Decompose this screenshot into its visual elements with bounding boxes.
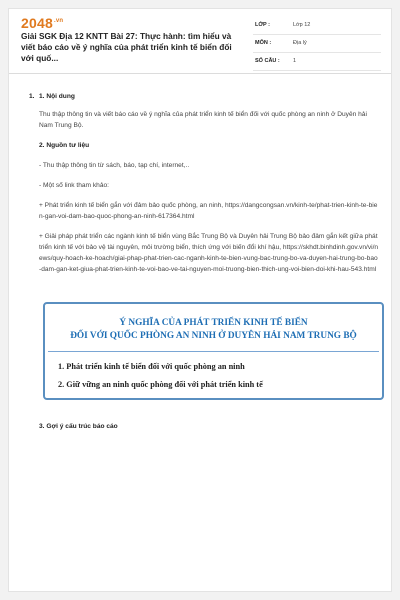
section-heading-content: 1. Nội dung xyxy=(39,93,75,100)
meta-row-class xyxy=(253,17,381,35)
infobox-item: 1. Phát triển kinh tế biển đối với quốc phòng an ninh xyxy=(58,362,245,371)
summary-infobox xyxy=(43,302,384,400)
logo-text: 2048 xyxy=(21,15,53,31)
section-heading-structure: 3. Gợi ý cấu trúc báo cáo xyxy=(39,423,118,430)
infobox-title: Ý NGHĨA CỦA PHÁT TRIỂN KINH TẾ BIỂN xyxy=(119,318,308,328)
infobox-divider xyxy=(48,351,379,352)
reference-link[interactable]: + Giải pháp phát triển các ngành kinh tế biển vùng Bắc Trung Bộ và Duyên hải Trung Bộ bảo đảm gắn kết giữa phát triển kinh tế với bảo vệ tài nguyên, môi trường biển, thích ứng với biến đổi khí hậu, https://skhdt.binhdinh.gov.vn/vi/news/quy-hoach-ke-hoach/giai-phap-phat-trien-cac-nganh-kinh-te-bien-vung-bac-trung-bo-va-duyen-hai-trung-bo-bao-dam-gan-ket-giua-phat-trien-kinh-te-voi-bao-ve-tai-nguyen-moi-truong-bien-thich-ung-voi-bien-doi-khi-hau-543.html xyxy=(39,233,379,273)
meta-row-subject xyxy=(253,35,381,53)
reference-link[interactable]: + Phát triển kinh tế biển gắn với đảm bảo quốc phòng, an ninh, https://dangcongsan.vn/kinh-te/phat-trien-kinh-te-bien-gan-voi-dam-bao-quoc-phong-an-ninh-617364.html xyxy=(39,202,378,220)
document-page xyxy=(8,8,392,592)
meta-key: MÔN : xyxy=(255,40,272,46)
section-heading-sources: 2. Nguồn tư liệu xyxy=(39,142,90,149)
meta-key: LỚP : xyxy=(255,22,270,28)
meta-table xyxy=(253,17,381,71)
source-line: - Một số link tham khảo: xyxy=(39,182,109,189)
site-logo[interactable] xyxy=(21,15,63,31)
logo-suffix: .vn xyxy=(53,18,64,25)
meta-value: Lớp 12 xyxy=(293,22,311,28)
source-line: - Thu thập thông tin từ sách, báo, tạp chí, internet,.. xyxy=(39,162,190,169)
item-number: 1. xyxy=(29,93,35,100)
section-content-text: Thu thập thông tin và viết báo cáo về ý nghĩa của phát triển kinh tế biển đối với quốc phòng an ninh ở Duyên hải Nam Trung Bộ. xyxy=(39,111,367,129)
infobox-item: 2. Giữ vững an ninh quốc phòng đối với phát triển kinh tế xyxy=(58,380,263,389)
page-header xyxy=(9,9,391,69)
meta-row-question-count xyxy=(253,53,381,71)
infobox-subtitle: ĐỐI VỚI QUỐC PHÒNG AN NINH Ở DUYÊN HẢI NAM TRUNG BỘ xyxy=(70,331,357,341)
meta-key: SỐ CÂU : xyxy=(255,58,280,64)
header-divider xyxy=(9,73,391,74)
meta-value: Địa lý xyxy=(293,40,307,46)
page-title: Giải SGK Địa 12 KNTT Bài 27: Thực hành: tìm hiểu và viết báo cáo về ý nghĩa của phát triển kinh tế biển đối với quố... xyxy=(21,31,232,63)
meta-value: 1 xyxy=(293,58,297,64)
